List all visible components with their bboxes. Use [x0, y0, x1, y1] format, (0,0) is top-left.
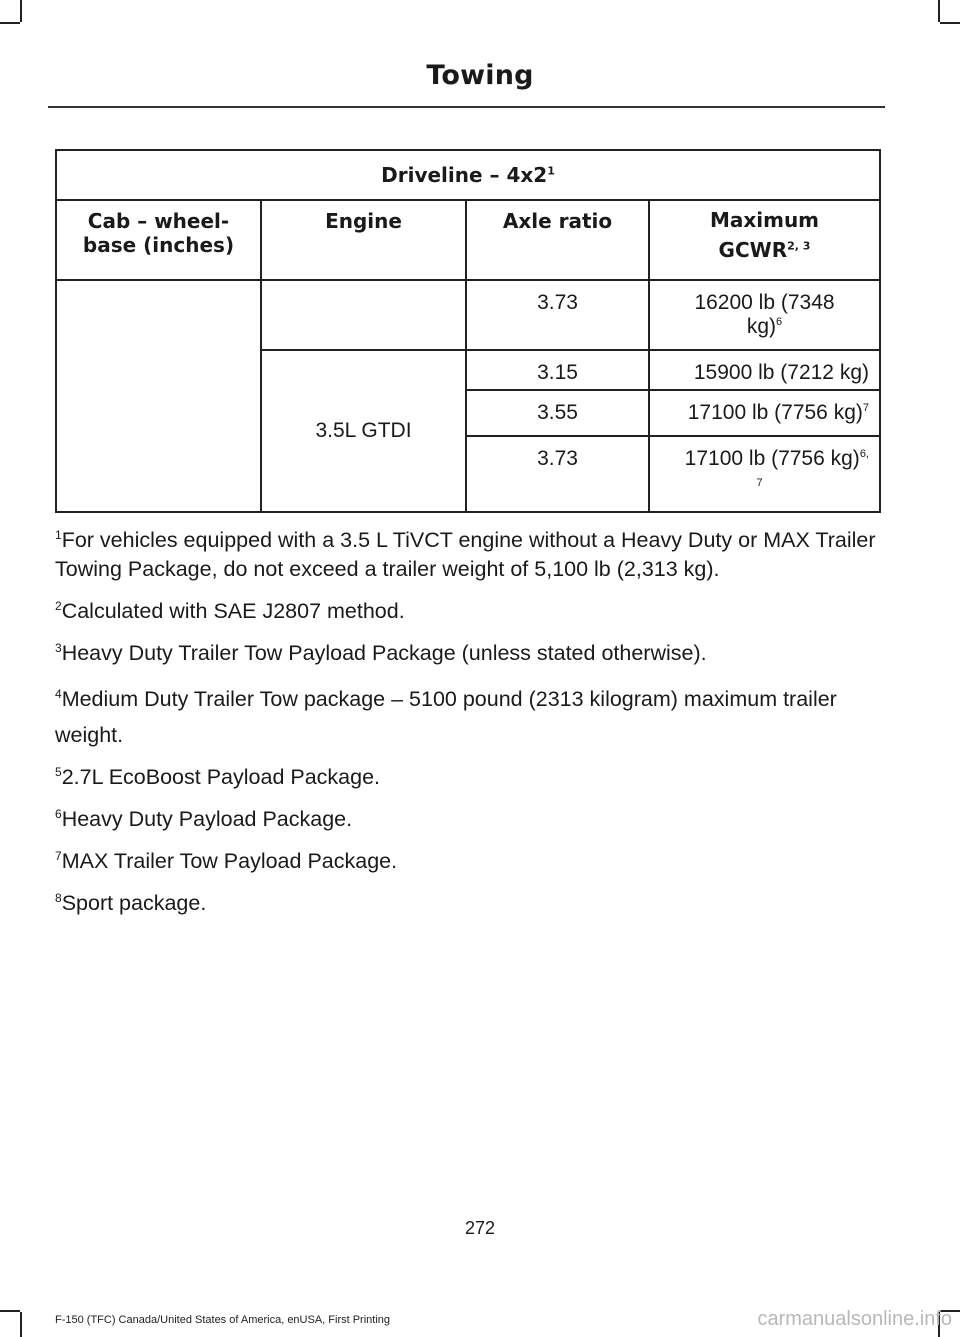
- crop-mark: [938, 0, 940, 22]
- table-title-text: Driveline – 4x2: [381, 163, 548, 187]
- footnote-number: 7: [55, 848, 62, 863]
- driveline-table: [55, 149, 881, 513]
- footnote-number: 6: [55, 806, 62, 821]
- footnote: [55, 763, 885, 792]
- column-header-gcwr-line2-wrap: [650, 235, 879, 265]
- column-header-axle: Axle ratio: [466, 200, 649, 280]
- engine-cell-empty: [261, 280, 466, 350]
- column-header-cab: [56, 200, 261, 280]
- crop-mark: [940, 22, 960, 24]
- gcwr-line2-wrap: [650, 315, 879, 339]
- gcwr-footnote: 6,: [859, 448, 869, 460]
- footnote: [55, 889, 885, 918]
- footnote: [55, 597, 885, 626]
- gcwr-footnote: 7: [862, 402, 869, 414]
- footnote-text: 2.7L EcoBoost Payload Package.: [61, 765, 381, 789]
- footnotes: [55, 526, 885, 918]
- footnote-text: Medium Duty Trailer Tow package – 5100 pound (2313 kilogram) maximum trailer weight.: [55, 687, 837, 747]
- gcwr-line2: kg): [746, 315, 777, 338]
- page-number: 272: [464, 1218, 496, 1238]
- crop-mark: [0, 1310, 20, 1312]
- gcwr-value: 17100 lb (7756 kg): [687, 401, 863, 424]
- column-header-gcwr-footnote: 2, 3: [787, 239, 811, 253]
- gcwr-cell: [649, 280, 880, 350]
- footnote: [55, 681, 885, 753]
- footnote-text: Heavy Duty Trailer Tow Payload Package (unless stated otherwise).: [61, 641, 707, 665]
- footnote-number: 4: [55, 686, 62, 701]
- footnote-number: 5: [55, 764, 62, 779]
- column-header-engine: Engine: [261, 200, 466, 280]
- footnote-text: Sport package.: [61, 891, 207, 915]
- footnote: [55, 639, 885, 668]
- footnote-number: 8: [55, 890, 62, 905]
- footnote: [55, 526, 885, 584]
- engine-cell: 3.5L GTDI: [261, 350, 466, 512]
- column-header-gcwr-line1: Maximum: [709, 208, 820, 232]
- gcwr-footnote-continued: 7: [756, 477, 763, 489]
- column-header-cab-line1: Cab – wheel-: [87, 209, 230, 233]
- column-header-gcwr-line2: GCWR: [718, 238, 788, 262]
- footer-text: F-150 (TFC) Canada/United States of America, enUSA, First Printing: [55, 1314, 391, 1326]
- gcwr-cell: 15900 lb (7212 kg): [649, 350, 880, 390]
- axle-cell: 3.55: [466, 390, 649, 436]
- table-row: [56, 280, 880, 350]
- footnote-text: Calculated with SAE J2807 method.: [61, 599, 405, 623]
- table-title-footnote: 1: [547, 164, 555, 178]
- footnote: [55, 847, 885, 876]
- watermark: carmanualsonline.info: [757, 1308, 952, 1330]
- cab-cell-empty: [56, 280, 261, 512]
- footnote-number: 2: [55, 598, 62, 613]
- page-title: Towing: [426, 60, 534, 91]
- axle-cell: 3.73: [466, 280, 649, 350]
- gcwr-cell: [649, 436, 880, 512]
- header-rule: [48, 106, 885, 108]
- column-header-gcwr: [649, 200, 880, 280]
- axle-cell: 3.15: [466, 350, 649, 390]
- footnote-number: 1: [55, 527, 62, 542]
- gcwr-value: 17100 lb (7756 kg): [684, 447, 860, 470]
- gcwr-footnote: 6: [776, 316, 783, 328]
- crop-mark: [0, 22, 20, 24]
- crop-mark: [20, 0, 22, 22]
- footnote: [55, 805, 885, 834]
- crop-mark: [20, 1312, 22, 1337]
- table-title: [56, 150, 880, 200]
- axle-cell: 3.73: [466, 436, 649, 512]
- footnote-number: 3: [55, 640, 62, 655]
- footnote-text: For vehicles equipped with a 3.5 L TiVCT engine without a Heavy Duty or MAX Trailer Towing Package, do not exceed a trailer weight of 5,100 lb (2,313 kg).: [55, 528, 876, 581]
- column-header-cab-line2: base (inches): [82, 233, 235, 257]
- gcwr-line1: 16200 lb (7348: [694, 291, 835, 314]
- footnote-text: MAX Trailer Tow Payload Package.: [61, 849, 398, 873]
- footnote-text: Heavy Duty Payload Package.: [61, 807, 353, 831]
- gcwr-cell: [649, 390, 880, 436]
